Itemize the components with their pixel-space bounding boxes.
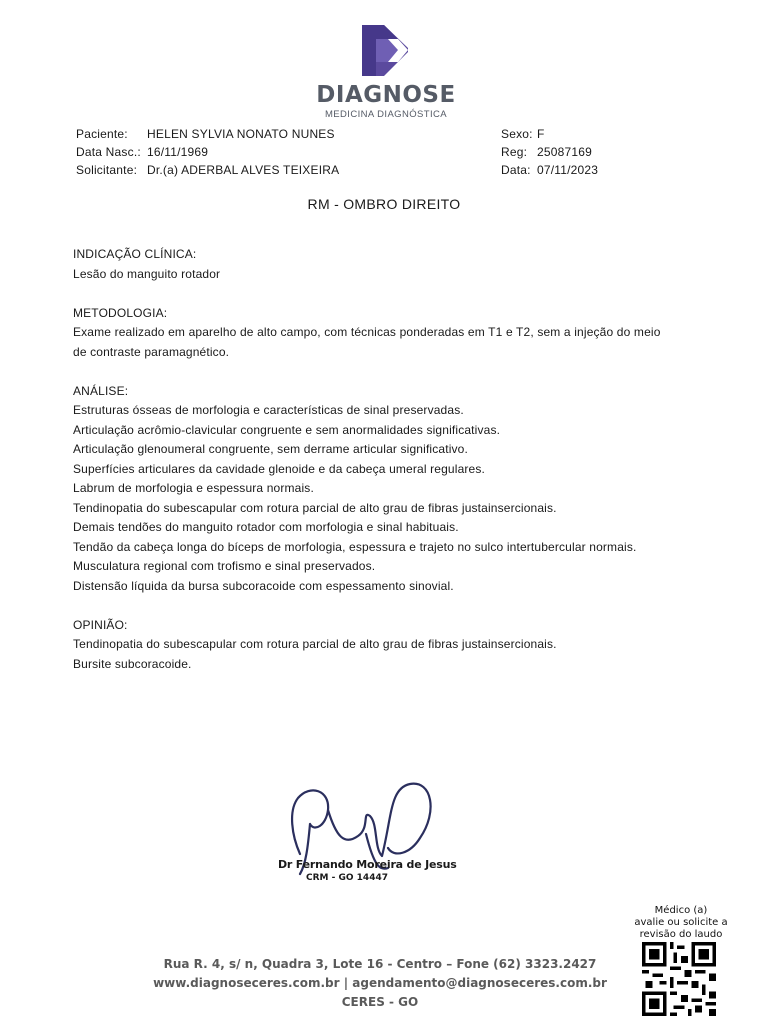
qr-caption-line: revisão do laudo xyxy=(639,929,723,940)
qr-caption xyxy=(626,905,736,941)
analysis-heading: ANÁLISE: xyxy=(73,383,129,398)
qr-caption-line: Médico (a) xyxy=(654,905,708,916)
brand-logo xyxy=(316,22,456,122)
footer-contact: www.diagnoseceres.com.br | agendamento@diagnoseceres.com.br xyxy=(153,976,607,990)
footer-city: CERES - GO xyxy=(341,995,419,1009)
analysis-line: Musculatura regional com trofismo e sinal preservados. xyxy=(73,559,376,573)
qr-caption-line: avalie ou solicite a xyxy=(634,917,728,928)
qr-code-icon[interactable] xyxy=(642,942,716,1016)
analysis-line: Tendinopatia do subescapular com rotura parcial de alto grau de fibras justainsercionais. xyxy=(73,500,557,515)
methodology-heading: METODOLOGIA: xyxy=(73,305,168,320)
opinion-line: Tendinopatia do subescapular com rotura parcial de alto grau de fibras justainsercionais. xyxy=(73,637,557,651)
requester-label: Solicitante: xyxy=(76,163,138,177)
patient-name-label: Paciente: xyxy=(76,127,128,141)
footer-address: Rua R. 4, s/ n, Quadra 3, Lote 16 - Centro – Fone (62) 3323.2427 xyxy=(163,957,597,971)
opinion-line: Bursite subcoracoide. xyxy=(73,656,192,671)
analysis-line: Superfícies articulares da cavidade glenoide e da cabeça umeral regulares. xyxy=(73,461,486,476)
analysis-line: Demais tendões do manguito rotador com morfologia e sinal habituais. xyxy=(73,520,459,534)
reg-label: Reg: xyxy=(501,145,528,159)
methodology-line: Exame realizado em aparelho de alto campo, com técnicas ponderadas em T1 e T2, sem a injeção do meio xyxy=(73,325,661,339)
patient-name: HELEN SYLVIA NONATO NUNES xyxy=(147,127,335,141)
brand-name: DIAGNOSE xyxy=(316,82,456,108)
methodology-line: de contraste paramagnético. xyxy=(73,344,230,359)
reg-number: 25087169 xyxy=(537,145,592,159)
analysis-line: Tendão da cabeça longa do bíceps de morfologia, espessura e trajeto no sulco intertubercular normais. xyxy=(73,539,637,554)
analysis-line: Labrum de morfologia e espessura normais. xyxy=(73,481,314,495)
report-body xyxy=(73,245,693,674)
birth-date: 16/11/1969 xyxy=(147,145,209,159)
analysis-line: Estruturas ósseas de morfologia e características de sinal preservadas. xyxy=(73,403,464,417)
analysis-line: Articulação glenoumeral congruente, sem derrame articular significativo. xyxy=(73,442,468,456)
diagnose-logo-icon xyxy=(358,22,410,78)
analysis-line: Articulação acrômio-clavicular congruente e sem anormalidades significativas. xyxy=(73,422,501,437)
opinion-heading: OPINIÃO: xyxy=(73,617,128,632)
exam-date: 07/11/2023 xyxy=(537,163,599,177)
indication-heading: INDICAÇÃO CLÍNICA: xyxy=(73,247,197,261)
requester: Dr.(a) ADERBAL ALVES TEIXEIRA xyxy=(147,163,340,177)
sex: F xyxy=(537,127,545,141)
birth-date-label: Data Nasc.: xyxy=(76,145,141,159)
signature-name: Dr Fernando Moreira de Jesus xyxy=(278,858,457,871)
sex-label: Sexo: xyxy=(501,127,533,141)
signature-crm: CRM - GO 14447 xyxy=(306,873,388,883)
analysis-line: Distensão líquida da bursa subcoracoide com espessamento sinovial. xyxy=(73,578,454,593)
exam-date-label: Data: xyxy=(501,163,531,177)
indication-line: Lesão do manguito rotador xyxy=(73,266,221,281)
brand-subtitle: MEDICINA DIAGNÓSTICA xyxy=(324,109,447,120)
exam-title: RM - OMBRO DIREITO xyxy=(307,196,461,212)
